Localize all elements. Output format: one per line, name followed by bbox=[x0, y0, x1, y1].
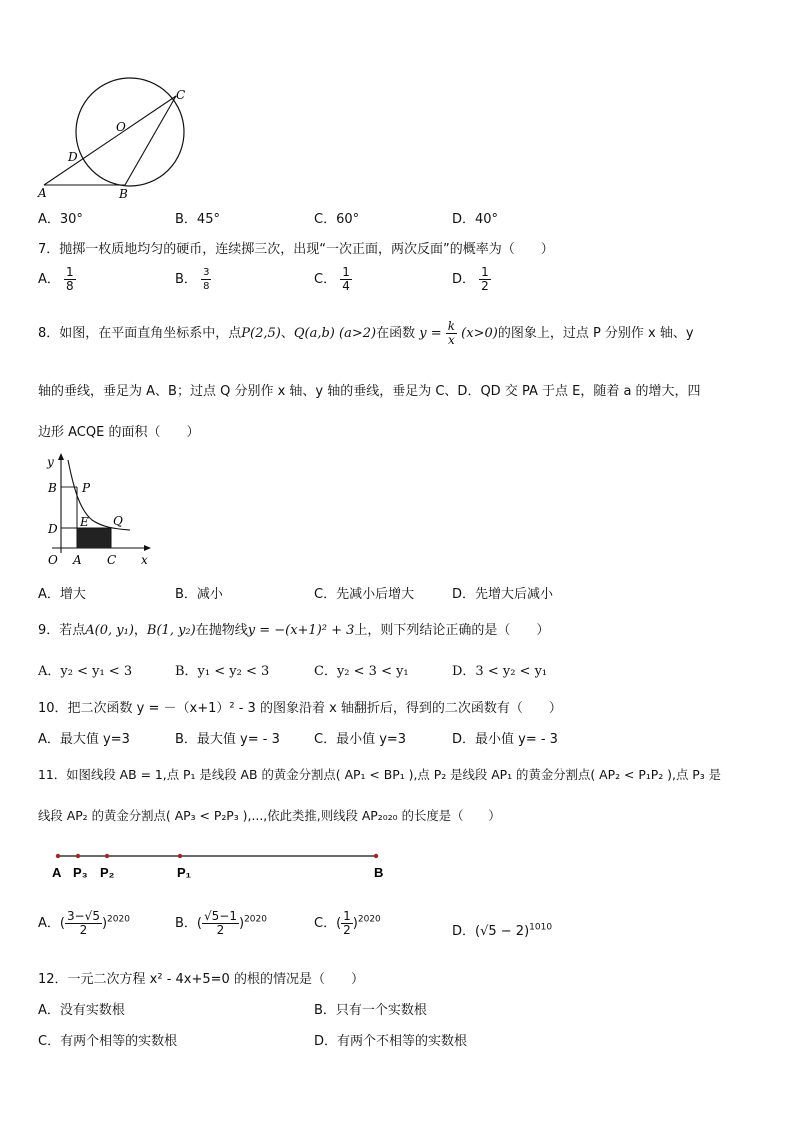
label-x: x bbox=[141, 553, 148, 567]
label-b: B bbox=[48, 481, 57, 495]
q7-option-c: C． $\frac{1}{4}$ bbox=[314, 265, 350, 293]
q11-option-a: A．( $\frac{3-√5}{2}$ )$^{2020}$ bbox=[38, 909, 130, 937]
fraction: $\frac{√5-1}{2}$ bbox=[204, 909, 237, 937]
q9-stem: 9．若点A(0, y₁)，B(1, y₂)在抛物线y = −(x+1)² + 3上，则下列结论正确的是（ ） bbox=[38, 623, 550, 638]
q10-option-d: D．最小值 y= - 3 bbox=[452, 732, 558, 747]
q11-option-d: D．$(√5 - 2)^{1010}$ bbox=[452, 922, 553, 939]
fraction: $\frac{3-√5}{2}$ bbox=[66, 909, 100, 937]
label-e: E bbox=[80, 515, 89, 529]
label-p3: P₃ bbox=[73, 865, 88, 880]
fraction: $\frac{1}{8}$ bbox=[66, 265, 74, 293]
label-d: D bbox=[68, 150, 78, 164]
label-c: C bbox=[176, 88, 186, 102]
q10-option-a: A．最大值 y=3 bbox=[38, 732, 130, 747]
q6-option-d: D．40° bbox=[452, 212, 499, 227]
label-o: O bbox=[48, 553, 58, 567]
q10-option-b: B．最大值 y= - 3 bbox=[175, 732, 280, 747]
fraction: $\frac{1}{2}$ bbox=[481, 265, 489, 293]
point-p2 bbox=[105, 854, 109, 858]
q7-option-b: B． $\frac{3}{8}$ bbox=[175, 267, 210, 292]
q11-option-c: C．( $\frac{1}{2}$ )$^{2020}$ bbox=[314, 909, 381, 937]
fraction: $\frac{k}{x}$ bbox=[447, 319, 456, 347]
q9-option-b: B．y₁ < y₂ < 3 bbox=[175, 664, 270, 679]
point-p1 bbox=[178, 854, 182, 858]
q12-option-a: A．没有实数根 bbox=[38, 1003, 125, 1018]
label-a: A bbox=[52, 865, 62, 880]
label-p2: P₂ bbox=[100, 865, 115, 880]
fraction: $\frac{1}{4}$ bbox=[342, 265, 350, 293]
segment-bc bbox=[125, 96, 176, 185]
q8-line3: 边形 ACQE 的面积（ ） bbox=[38, 425, 200, 440]
q6-option-c: C．60° bbox=[314, 212, 360, 227]
q8-option-d: D．先增大后减小 bbox=[452, 587, 554, 602]
label-p: P bbox=[82, 481, 91, 495]
y-axis-arrow bbox=[58, 453, 64, 460]
q8-option-b: B．减小 bbox=[175, 587, 223, 602]
label-a: A bbox=[73, 553, 82, 567]
x-axis-arrow bbox=[144, 545, 151, 551]
q9-option-a: A．y₂ < y₁ < 3 bbox=[38, 664, 133, 679]
q8-line1: 8．如图，在平面直角坐标系中，点P(2,5)、Q(a,b) (a>2)在函数 y = $\frac{k}{x}$ (x>0)的图象上，过点 P 分别作 x 轴、y bbox=[38, 319, 694, 347]
segment-ac bbox=[44, 96, 176, 185]
label-p1: P₁ bbox=[177, 865, 192, 880]
circle-o bbox=[76, 78, 184, 186]
hyperbola-figure bbox=[30, 450, 160, 575]
q8-line2: 轴的垂线，垂足为 A、B；过点 Q 分别作 x 轴、y 轴的垂线，垂足为 C、D．QD 交 PA 于点 E，随着 a 的增大，四 bbox=[38, 384, 701, 399]
q12-option-b: B．只有一个实数根 bbox=[314, 1003, 427, 1018]
label-c: C bbox=[107, 553, 117, 567]
q7-option-a: A． $\frac{1}{8}$ bbox=[38, 265, 74, 293]
label-o: O bbox=[116, 120, 126, 134]
label-b: B bbox=[119, 187, 128, 201]
label-y: y bbox=[47, 455, 54, 469]
q6-option-b: B．45° bbox=[175, 212, 220, 227]
q8-option-a: A．增大 bbox=[38, 587, 86, 602]
q9-option-d: D．3 < y₂ < y₁ bbox=[452, 664, 548, 679]
label-a: A bbox=[38, 186, 47, 200]
q12-option-d: D．有两个不相等的实数根 bbox=[314, 1034, 468, 1049]
q11-line2: 线段 AP₂ 的黄金分割点( AP₃ < P₂P₃ ),...,依此类推,则线段 AP₂₀₂₀ 的长度是（ ） bbox=[38, 808, 501, 823]
circle-figure bbox=[30, 70, 210, 205]
shaded-region bbox=[77, 528, 111, 548]
fraction: $\frac{1}{2}$ bbox=[343, 909, 351, 937]
q12-option-c: C．有两个相等的实数根 bbox=[38, 1034, 178, 1049]
point-b bbox=[374, 854, 378, 858]
q12-stem: 12．一元二次方程 x² - 4x+5=0 的根的情况是（ ） bbox=[38, 972, 364, 987]
label-q: Q bbox=[113, 514, 123, 528]
label-d: D bbox=[48, 522, 58, 536]
segment-figure bbox=[40, 845, 400, 885]
label-b: B bbox=[374, 865, 384, 880]
q10-stem: 10．把二次函数 y = －（x+1）² - 3 的图象沿着 x 轴翻折后，得到的二次函数有（ ） bbox=[38, 701, 562, 716]
q6-option-a: A．30° bbox=[38, 212, 83, 227]
q10-option-c: C．最小值 y=3 bbox=[314, 732, 407, 747]
point-p3 bbox=[76, 854, 80, 858]
q11-line1: 11．如图线段 AB = 1,点 P₁ 是线段 AB 的黄金分割点( AP₁ < BP₁ ),点 P₂ 是线段 AP₁ 的黄金分割点( AP₂ < P₁P₂ ),点 P₃ 是 bbox=[38, 767, 722, 782]
q9-option-c: C．y₂ < 3 < y₁ bbox=[314, 664, 409, 679]
point-a bbox=[56, 854, 60, 858]
fraction: $\frac{3}{8}$ bbox=[203, 267, 210, 292]
q11-option-b: B．( $\frac{√5-1}{2}$ )$^{2020}$ bbox=[175, 909, 267, 937]
q7-stem: 7．抛掷一枚质地均匀的硬币，连续掷三次，出现“一次正面，两次反面”的概率为（ ） bbox=[38, 242, 554, 257]
q7-option-d: D． $\frac{1}{2}$ bbox=[452, 265, 489, 293]
q8-option-c: C．先减小后增大 bbox=[314, 587, 415, 602]
